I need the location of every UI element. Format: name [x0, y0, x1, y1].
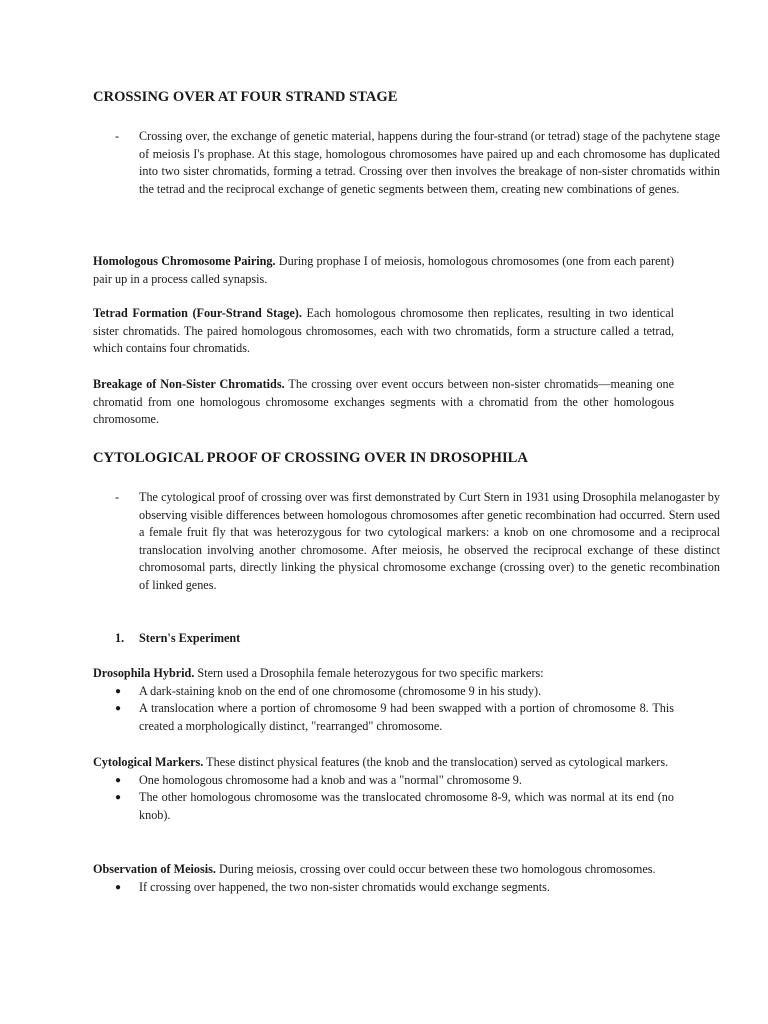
list-item: [93, 772, 674, 790]
list-item: [93, 683, 674, 701]
intro-paragraph: Crossing over, the exchange of genetic material, happens during the four-strand (or tetrad) stage of the pachytene stage of meiosis I's prophase. At this stage, homologous chromosomes have paired up and each chromosome has duplicated into two sister chromatids, forming a tetrad. Crossing over then involves the breakage of non-sister chromatids within the tetrad and the reciprocal exchange of genetic segments between them, creating new combinations of genes.: [139, 129, 720, 196]
bullet-icon: ●: [115, 774, 122, 786]
paragraph-text: During meiosis, crossing over could occur between these two homologous chromosomes.: [218, 862, 656, 876]
dash-marker: -: [115, 490, 120, 504]
dash-list-item: [93, 489, 720, 594]
paragraph-text: These distinct physical features (the knob and the translocation) served as cytological markers.: [206, 755, 669, 769]
numbered-heading-text: Stern's Experiment: [139, 631, 241, 645]
list-item-text: If crossing over happened, the two non-sister chromatids would exchange segments.: [139, 879, 550, 894]
list-item: [93, 879, 674, 897]
bullet-list: [93, 879, 674, 897]
paragraph-heading: Tetrad Formation (Four-Strand Stage).: [93, 306, 302, 320]
list-item-text: A translocation where a portion of chromosome 9 had been swapped with a portion of chromosome 8. This created a morphologically distinct, "rearranged" chromosome.: [139, 701, 674, 733]
section-title-crossing-over: CROSSING OVER AT FOUR STRAND STAGE: [93, 89, 398, 105]
bullet-list: [93, 772, 674, 825]
paragraph-breakage: [93, 376, 674, 429]
paragraph-heading: Homologous Chromosome Pairing.: [93, 254, 276, 268]
dash-list-item: [93, 128, 720, 198]
list-item-text: One homologous chromosome had a knob and was a "normal" chromosome 9.: [139, 772, 522, 787]
stern-intro-paragraph: The cytological proof of crossing over was first demonstrated by Curt Stern in 1931 using Drosophila melanogaster by observing visible differences between homologous chromosomes after genetic recombination had occurred. Stern used a female fruit fly that was heterozygous for two cytological markers: a knob on one chromosome and a reciprocal translocation involving another chromosome. After meiosis, he observed the reciprocal exchange of these distinct chromosomal parts, directly linking the physical chromosome exchange (crossing over) to the genetic recombination of linked genes.: [139, 490, 720, 592]
paragraph-heading: Observation of Meiosis.: [93, 862, 216, 876]
list-item-text: A dark-staining knob on the end of one chromosome (chromosome 9 in his study).: [139, 683, 542, 698]
bullet-icon: ●: [115, 703, 122, 714]
paragraph-heading: Breakage of Non-Sister Chromatids.: [93, 377, 285, 391]
number-marker: 1.: [115, 631, 125, 645]
paragraph-text: Each homologous chromosome then replicates, resulting in two identical sister chromatids. The paired homologous chromosomes, each with two chromatids, form a structure called a tetrad, which contains four chromatids.: [93, 306, 675, 355]
paragraph-heading: Cytological Markers.: [93, 755, 204, 769]
paragraph-drosophila-hybrid: [93, 665, 674, 683]
bullet-list: [93, 683, 674, 736]
list-item-text: The other homologous chromosome was the translocated chromosome 8-9, which was normal at its end (no knob).: [139, 790, 674, 822]
paragraph-observation-meiosis: [93, 861, 674, 879]
dash-marker: -: [115, 129, 120, 143]
paragraph-heading: Drosophila Hybrid.: [93, 666, 195, 680]
paragraph-text: During prophase I of meiosis, homologous chromosomes (one from each parent) pair up in a process called synapsis.: [93, 254, 675, 286]
bullet-icon: ●: [115, 685, 122, 697]
list-item: [93, 700, 674, 735]
paragraph-text: Stern used a Drosophila female heterozygous for two specific markers:: [197, 666, 544, 680]
list-item: [93, 789, 674, 824]
section-title-cytological-proof: CYTOLOGICAL PROOF OF CROSSING OVER IN DROSOPHILA: [93, 450, 528, 466]
numbered-heading: [93, 630, 720, 648]
bullet-icon: ●: [115, 881, 122, 893]
paragraph-cytological-markers: [93, 754, 674, 772]
paragraph-tetrad-formation: [93, 305, 674, 358]
paragraph-homologous-pairing: [93, 253, 674, 288]
bullet-icon: ●: [115, 792, 122, 803]
paragraph-text: The crossing over event occurs between non-sister chromatids—meaning one chromatid from one homologous chromosome exchanges segments with a chromatid from the other homologous chromosome.: [93, 377, 675, 426]
